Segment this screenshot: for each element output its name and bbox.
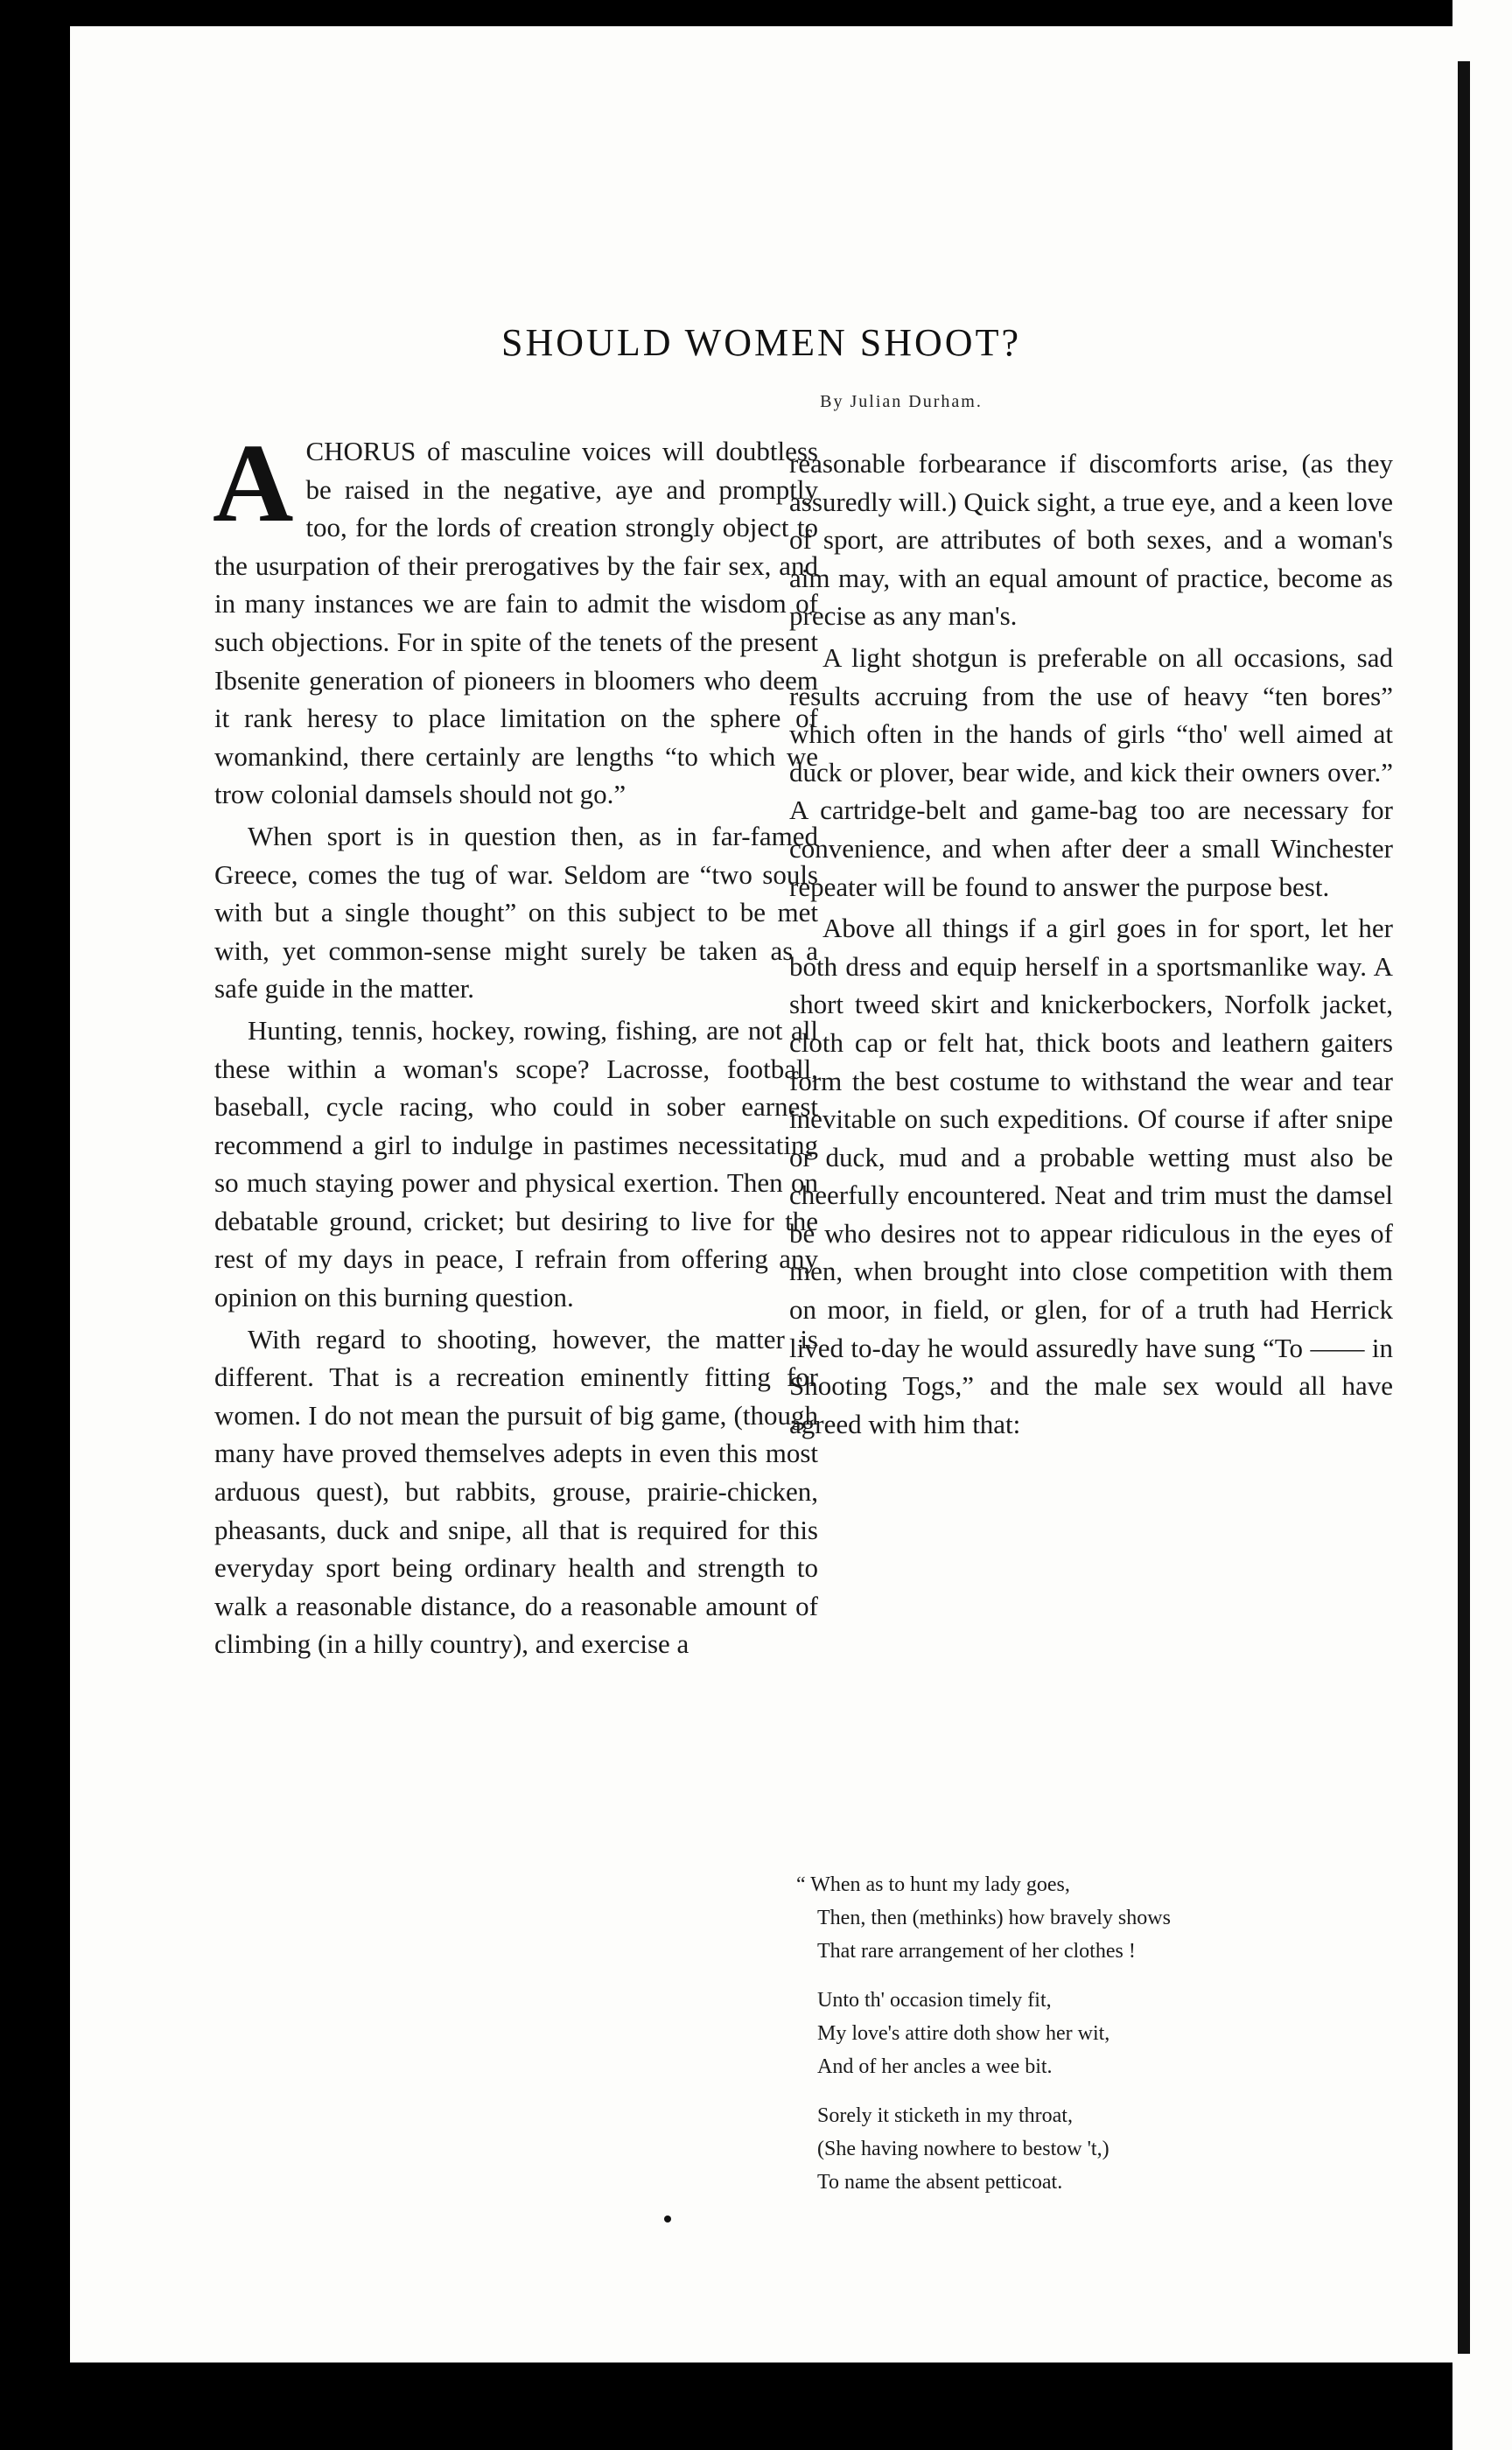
article-byline: By Julian Durham. bbox=[820, 392, 983, 411]
page bbox=[70, 26, 1452, 2362]
poem-line: Sorely it sticketh in my throat, bbox=[817, 2104, 1073, 2127]
paragraph: A light shotgun is preferable on all occasions, sad results accruing from the use of heavy “ten bores” which often in the hands of girls “tho' well aimed at duck or plover, bear wide, and kick their owners over.” A cartridge-belt and game-bag too are necessary for convenience, and when after deer a small Winchester repeater will be found to answer the purpose best. bbox=[789, 641, 1393, 902]
poem-stanza bbox=[796, 1984, 1409, 2083]
poem-line: Then, then (methinks) how bravely shows bbox=[817, 1907, 1171, 1929]
binding-shadow bbox=[1458, 61, 1470, 2354]
poem-line: “ When as to hunt my lady goes, bbox=[796, 1873, 1070, 1896]
poem-stanza bbox=[796, 2099, 1409, 2199]
right-column bbox=[789, 444, 1393, 1443]
left-column bbox=[213, 421, 818, 1663]
paragraph: Above all things if a girl goes in for sport, let her both dress and equip herself in a sportsmanlike way. A short tweed skirt and knickerbockers, Norfolk jacket, cloth cap or felt hat, thick boots and leathern gaiters form the best costume to withstand the wear and tear inevitable on such expeditions. Of course if after snipe or duck, mud and a probable wetting must also be cheerfully encountered. Neat and trim must the damsel be who desires not to appear ridiculous in the eyes of men, when brought into close competition with them on moor, in field, or glen, for of a truth had Herrick lived to-day he would assuredly have sung “To —— in Shooting Togs,” and the male sex would all have agreed with him that: bbox=[789, 913, 1393, 1439]
poem-line: To name the absent petticoat. bbox=[817, 2171, 1063, 2194]
paragraph: When sport is in question then, as in far-famed Greece, comes the tug of war. Seldom are “two souls with but a single thought” on this subject to be met with, yet common-sense might surely be taken as a safe guide in the matter. bbox=[214, 820, 818, 1004]
article-title: SHOULD WOMEN SHOOT? bbox=[501, 321, 1021, 364]
dropcap-letter: A bbox=[213, 421, 294, 545]
paragraph: Hunting, tennis, hockey, rowing, fishing, are not all these within a woman's scope? Lacrosse, football, baseball, cycle racing, who could in sober earnest recommend a girl to indulge in pastimes necessitating so much staying power and physical exertion. Then on debatable ground, cricket; but desiring to live for the rest of my days in peace, I refrain from offering any opinion on this burning question. bbox=[214, 1014, 818, 1313]
poem bbox=[796, 1868, 1409, 2215]
paragraph: ACHORUS of masculine voices will doubtless be raised in the negative, aye and promptly too, for the lords of creation strongly object to the usurpation of their prerogatives by the fair sex, and in many instances we are fain to admit the wisdom of such objections. For in spite of the tenets of the present Ibsenite generation of pioneers in bloomers who deem it rank heresy to place limitation on the sphere of womankind, there certainly are lengths “to which we trow colonial damsels should not go.” bbox=[213, 421, 818, 810]
poem-stanza bbox=[796, 1868, 1409, 1968]
poem-line: And of her ancles a wee bit. bbox=[817, 2055, 1053, 2078]
paragraph: With regard to shooting, however, the matter is different. That is a recreation eminently fitting for women. I do not mean the pursuit of big game, (though many have proved themselves adepts in even this most arduous quest), but rabbits, grouse, prairie-chicken, pheasants, duck and snipe, all that is required for this everyday sport being ordinary health and strength to walk a reasonable distance, do a reasonable amount of climbing (in a hilly country), and exercise a bbox=[214, 1323, 818, 1660]
poem-line: Unto th' occasion timely fit, bbox=[817, 1989, 1052, 2012]
paragraph: reasonable forbearance if discomforts arise, (as they assuredly will.) Quick sight, a true eye, and a keen love of sport, are attributes of both sexes, and a woman's aim may, with an equal amount of practice, become as precise as any man's. bbox=[789, 448, 1393, 632]
poem-line: That rare arrangement of her clothes ! bbox=[817, 1940, 1136, 1963]
page-ornament-dot bbox=[664, 2216, 671, 2222]
poem-line: My love's attire doth show her wit, bbox=[817, 2022, 1110, 2045]
poem-line: (She having nowhere to bestow 't,) bbox=[817, 2138, 1110, 2160]
